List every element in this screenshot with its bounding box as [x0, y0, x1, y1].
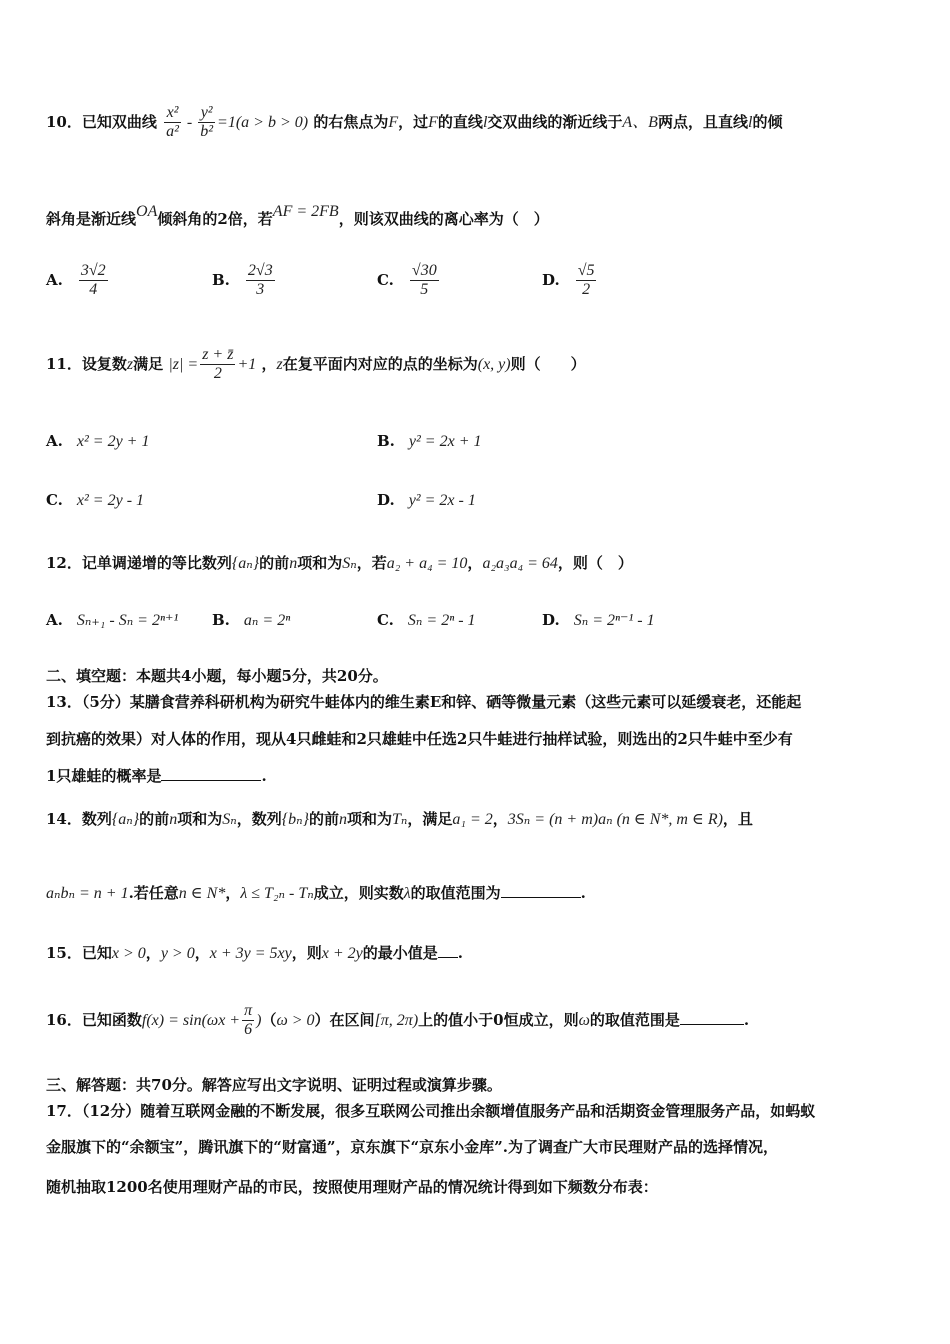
option-label: A.: [46, 432, 63, 450]
answer-blank[interactable]: [161, 766, 261, 781]
q15-text: ，: [145, 944, 161, 962]
q14-text: ，满足: [407, 810, 453, 828]
question-14-line-2: [46, 882, 586, 903]
q10-option-c[interactable]: [377, 262, 441, 300]
option-expr: y² = 2x + 1: [408, 433, 482, 450]
q13-text: .: [261, 767, 267, 785]
q12-text: ，: [467, 554, 483, 572]
math-paren: ): [256, 1011, 262, 1029]
q10-text: 的直线: [437, 112, 483, 131]
math-sequence: {aₙ}: [111, 811, 140, 828]
math-Sn: Sₙ: [222, 811, 237, 828]
question-number: 12．: [46, 554, 82, 572]
q15-text: 已知: [81, 944, 112, 962]
fraction: [246, 262, 275, 300]
frac-den: 5: [420, 281, 429, 299]
fraction: [79, 262, 108, 300]
option-label: A.: [46, 270, 63, 289]
answer-blank[interactable]: [501, 883, 581, 898]
math-condition: a₁ = 2: [452, 811, 493, 828]
q16-text: 的取值范围是: [589, 1010, 680, 1029]
q11-text: ，: [261, 354, 277, 373]
option-label: D.: [377, 491, 395, 509]
q10-text: ，则该双曲线的离心率为（ ）: [338, 210, 549, 228]
q10-text: 倾斜角的2倍，若: [157, 210, 273, 228]
q14-text: 的前: [308, 810, 339, 828]
question-16-line: [46, 1002, 749, 1040]
math-condition: a₂a₃a₄ = 64: [482, 555, 558, 572]
q16-text: （: [261, 1010, 277, 1029]
option-expr: aₙ = 2ⁿ: [243, 612, 291, 629]
math-condition: x + 3y = 5xy: [209, 945, 292, 962]
section-heading-answer: 三、解答题：共70分。解答应写出文字说明、证明过程或演算步骤。: [46, 1076, 502, 1094]
q10-option-a[interactable]: [46, 262, 110, 300]
q15-text: ，: [194, 944, 210, 962]
math-Tn: Tₙ: [392, 811, 408, 828]
math-plus-one: +1: [237, 355, 257, 373]
math-condition: ω > 0: [276, 1011, 315, 1029]
q12-text: 的前: [259, 554, 290, 572]
math-interval: [π, 2π): [374, 1011, 419, 1029]
q14-text: ，且: [722, 810, 753, 828]
option-expr: Sₙ = 2ⁿ⁻¹ - 1: [573, 612, 655, 629]
frac-num: 2√3: [246, 262, 275, 281]
question-number: 14．: [46, 810, 82, 828]
q10-text: 斜角是渐近线: [46, 210, 137, 228]
q15-text: 的最小值是: [362, 944, 438, 962]
math-condition: x > 0: [111, 945, 146, 962]
math-expression: x + 2y: [321, 945, 363, 962]
q10-text: 两点，且直线: [657, 112, 748, 131]
question-13-line-2: 到抗癌的效果）对人体的作用，现从4只雌蛙和2只雄蛙中任选2只牛蛙进行抽样试验，则选出的2只牛蛙中至少有: [46, 730, 793, 748]
q15-text: .: [457, 944, 463, 962]
q10-option-d[interactable]: [542, 262, 598, 300]
question-12-line: [46, 552, 633, 573]
math-condition: a₂ + a₄ = 10: [386, 555, 468, 572]
q12-text: ，则（ ）: [557, 554, 633, 572]
question-10-line-1: [46, 104, 782, 142]
q11-text: 在复平面内对应的点的坐标为: [282, 354, 478, 373]
question-14-line-1: [46, 808, 753, 829]
frac-num: 3√2: [79, 262, 108, 281]
option-label: C.: [377, 611, 394, 629]
math-lambda: λ: [403, 885, 411, 902]
math-n: n: [289, 555, 298, 572]
q16-text: 上的值小于0恒成立，则: [418, 1010, 579, 1029]
frac-num: z + z̄: [200, 346, 235, 365]
math-sequence: {bₙ}: [281, 811, 309, 828]
q10-text: 的右焦点为: [313, 112, 389, 131]
minus: -: [182, 113, 197, 131]
question-number: 10．: [46, 112, 82, 131]
option-expr: y² = 2x - 1: [408, 492, 476, 509]
q14-text: 的前: [139, 810, 170, 828]
q14-text: 项和为: [347, 810, 393, 828]
frac-den: 4: [89, 281, 98, 299]
option-label: B.: [212, 611, 230, 629]
option-label: C.: [377, 270, 394, 289]
question-number: 11．: [46, 354, 82, 373]
frac-den: 6: [244, 1021, 253, 1039]
q12-option-c[interactable]: [377, 610, 476, 630]
option-expr: Sₙ₊₁ - Sₙ = 2ⁿ⁺¹: [76, 612, 179, 629]
question-17-line-2: 金服旗下的“余额宝”，腾讯旗下的“财富通”，京东旗下“京东小金库”.为了调查广大市民理财产品的选择情况，: [46, 1138, 778, 1156]
fraction: [200, 346, 235, 384]
section-heading-fill-in: 二、填空题：本题共4小题，每小题5分，共20分。: [46, 667, 388, 685]
math-z: z: [276, 355, 283, 373]
fraction: [164, 104, 181, 142]
q10-text: 的倾: [752, 112, 783, 131]
frac-den: 3: [256, 281, 265, 299]
fraction: [410, 262, 439, 300]
frac-den: a²: [166, 123, 179, 141]
q11-text: 设复数: [81, 354, 127, 373]
q11-option-c[interactable]: [46, 491, 144, 510]
q16-text: .: [743, 1010, 750, 1029]
frac-num: √5: [576, 262, 597, 281]
math-function: f(x) = sin(ωx +: [141, 1011, 241, 1029]
q14-text: ，: [492, 810, 508, 828]
math-l: l: [747, 113, 753, 131]
q14-text: 的取值范围为: [410, 884, 501, 902]
math-OA: OA: [136, 203, 158, 220]
math-domain: n ∈ N*: [178, 885, 226, 902]
frac-num: π: [242, 1002, 254, 1021]
q10-option-b[interactable]: [212, 262, 277, 300]
q16-text: 已知函数: [81, 1010, 142, 1029]
q15-text: ，则: [291, 944, 322, 962]
q14-text: ，: [225, 884, 241, 902]
math-sequence: {aₙ}: [231, 555, 260, 572]
question-number: 16．: [46, 1010, 82, 1029]
math-condition: y > 0: [160, 945, 195, 962]
math-n: n: [339, 811, 347, 828]
math-omega: ω: [578, 1011, 590, 1029]
frac-num: √30: [410, 262, 439, 281]
question-13-line-1: 13．（5分）某膳食营养科研机构为研究牛蛙体内的维生素E和锌、硒等微量元素（这些元素可以延缓衰老，还能起: [46, 693, 802, 711]
math-xy: (x, y): [477, 355, 511, 373]
option-label: B.: [377, 432, 395, 450]
question-13-line-3: [46, 765, 267, 786]
question-17-line-1: 17．（12分）随着互联网金融的不断发展，很多互联网公司推出余额增值服务产品和活期资金管理服务产品，如蚂蚁: [46, 1102, 816, 1120]
q10-text: ，过: [398, 112, 429, 131]
frac-den: 2: [582, 281, 591, 299]
question-17-line-3: 随机抽取1200名使用理财产品的市民，按照使用理财产品的情况统计得到如下频数分布表：: [46, 1178, 658, 1196]
fraction: [576, 262, 597, 300]
option-label: D.: [542, 611, 560, 629]
math-inequality: λ ≤ T₂ₙ - Tₙ: [240, 885, 314, 902]
q10-text: 已知双曲线: [81, 112, 157, 131]
q14-text: ，数列: [236, 810, 282, 828]
frac-num: x²: [164, 104, 181, 123]
option-label: D.: [542, 270, 560, 289]
q12-option-d[interactable]: [542, 610, 655, 630]
q11-option-d[interactable]: [377, 491, 476, 510]
fraction: [198, 104, 215, 142]
q14-text: .: [580, 884, 586, 902]
fraction: [242, 1002, 254, 1040]
q14-text: 数列: [81, 810, 112, 828]
q11-option-a[interactable]: [46, 432, 149, 451]
math-product: aₙbₙ = n + 1: [46, 885, 129, 902]
q14-text: 成立，则实数: [313, 884, 404, 902]
option-label: C.: [46, 491, 63, 509]
q12-option-a[interactable]: [46, 610, 178, 630]
equation-rest: =1(a > b > 0): [217, 113, 309, 131]
option-label: B.: [212, 270, 230, 289]
option-label: A.: [46, 611, 63, 629]
math-modulus: |z| =: [168, 355, 199, 373]
answer-blank[interactable]: [680, 1010, 744, 1025]
math-F: F: [428, 113, 438, 131]
option-expr: Sₙ = 2ⁿ - 1: [407, 612, 476, 629]
q10-text: 交双曲线的渐近线于: [487, 112, 623, 131]
math-F: F: [388, 113, 399, 131]
math-l: l: [482, 113, 488, 131]
question-10-line-2: [46, 203, 549, 229]
q12-option-b[interactable]: [212, 610, 290, 630]
q13-text: 1只雄蛙的概率是: [46, 767, 162, 785]
q12-text: ，若: [356, 554, 387, 572]
frac-den: b²: [200, 123, 214, 141]
q12-text: 项和为: [297, 554, 343, 572]
math-Sn: Sₙ: [342, 555, 357, 572]
question-15-line: [46, 942, 463, 963]
q11-option-b[interactable]: [377, 432, 482, 451]
q14-text: 项和为: [177, 810, 223, 828]
frac-num: y²: [198, 104, 215, 123]
math-relation: 3Sₙ = (n + m)aₙ (n ∈ N*, m ∈ R): [507, 811, 723, 828]
option-expr: x² = 2y + 1: [76, 433, 150, 450]
q12-text: 记单调递增的等比数列: [81, 554, 232, 572]
question-number: 15．: [46, 944, 82, 962]
math-condition: AF = 2FB: [272, 203, 339, 220]
q11-text: 则（ ）: [510, 354, 586, 373]
q11-text: 满足: [133, 354, 164, 373]
q16-text: ）在区间: [314, 1010, 375, 1029]
question-11-line: [46, 346, 586, 384]
q14-text: .若任意: [128, 884, 179, 902]
math-n: n: [169, 811, 178, 828]
frac-den: 2: [213, 365, 222, 383]
option-expr: x² = 2y - 1: [76, 492, 145, 509]
math-AB: A、B: [622, 113, 658, 131]
math-z: z: [126, 355, 134, 373]
answer-blank[interactable]: [438, 943, 458, 958]
